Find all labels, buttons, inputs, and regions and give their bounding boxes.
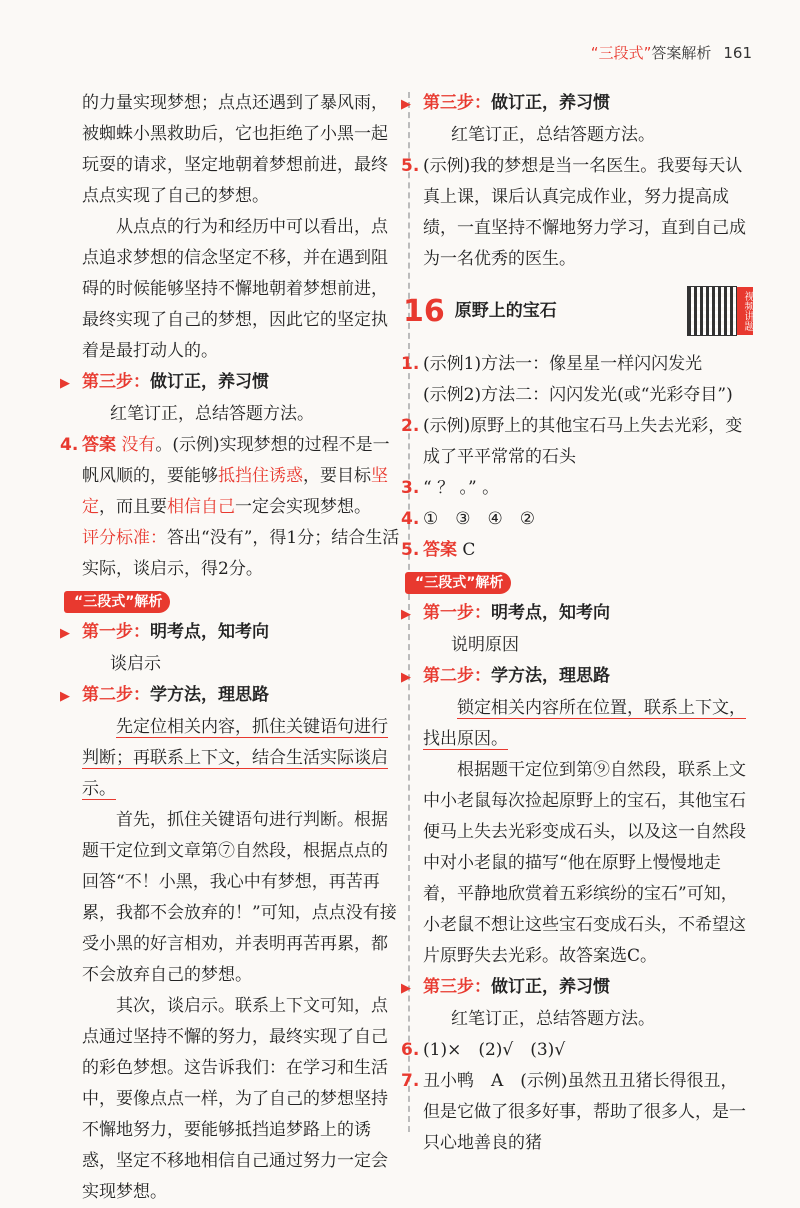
step-two-heading: ▶ 第二步：学方法，理思路 <box>401 661 753 693</box>
page-header <box>591 42 752 63</box>
step-three-heading: ▶ 第三步：做订正，养习惯 <box>60 367 400 399</box>
lesson-heading <box>403 281 753 341</box>
page-number: 161 <box>723 44 752 62</box>
step-text: 谈启示 <box>110 654 161 674</box>
paragraph: 根据题干定位到第⑨自然段，联系上文中小老鼠每次捡起原野上的宝石，其他宝石便马上失去光彩变成石头，以及这一自然段中对小老鼠的描写“他在原野上慢慢地走着，平静地欣赏着五彩缤纷的宝石”可知，小老鼠不想让这些宝石变成石头，不希望这片原野失去光彩。故答案选C。 <box>423 760 746 966</box>
arrow-icon: ▶ <box>401 607 411 622</box>
paragraph: 的力量实现梦想；点点还遇到了暴风雨，被蜘蛛小黑救助后，它也拒绝了小黑一起玩耍的请求，坚定地朝着梦想前进，最终点点实现了自己的梦想。 <box>82 93 388 206</box>
question-2: 2. (示例)原野上的其他宝石马上失去光彩，变成了平平常常的石头 <box>401 416 743 467</box>
header-label: 答案解析 <box>651 44 712 62</box>
question-1-line-2: (示例2)方法二：闪闪发光(或“光彩夺目”) <box>423 385 733 405</box>
arrow-icon: ▶ <box>60 689 70 704</box>
arrow-icon: ▶ <box>401 670 411 685</box>
step-one-heading: ▶ 第一步：明考点，知考向 <box>60 617 400 649</box>
question-1: 1. (示例1)方法一：像星星一样闪闪发光 <box>401 354 703 374</box>
analysis-badge: “三段式”解析 <box>405 572 511 594</box>
question-3: 3. “ ？ 。” 。 <box>401 478 500 498</box>
question-6: 6. (1)× (2)√ (3)√ <box>401 1040 566 1060</box>
step-three-heading: ▶ 第三步：做订正，养习惯 <box>401 88 753 120</box>
step-text: 红笔订正，总结答题方法。 <box>110 404 314 424</box>
paragraph: 首先，抓住关键语句进行判断。根据题干定位到文章第⑦自然段，根据点点的回答“不！小黑，我心中有梦想，再苦再累，我都不会放弃的！”可知，点点没有接受小黑的好言相劝，并表明再苦再累，都不会放弃自己的梦想。 <box>82 810 397 985</box>
step-text: 红笔订正，总结答题方法。 <box>451 1009 655 1029</box>
step-one-heading: ▶ 第一步：明考点，知考向 <box>401 598 753 630</box>
step-three-heading: ▶ 第三步：做订正，养习惯 <box>401 972 753 1004</box>
video-tag: 视频讲题 <box>737 287 753 335</box>
scoring-criteria: 评分标准：答出“没有”，得1分；结合生活实际，谈启示，得2分。 <box>82 528 400 579</box>
left-column <box>60 88 400 1208</box>
lesson-number: 16 <box>403 293 445 329</box>
arrow-icon: ▶ <box>401 97 411 112</box>
question-4: 4. 答案 没有。(示例)实现梦想的过程不是一帆风顺的，要能够抵挡住诱惑，要目标坚定，而且要相信自己一定会实现梦想。 <box>60 435 390 517</box>
lesson-title: 原野上的宝石 <box>454 300 557 321</box>
step-two-heading: ▶ 第二步：学方法，理思路 <box>60 680 400 712</box>
question-7: 7. 丑小鸭 A (示例)虽然丑丑猪长得很丑，但是它做了很多好事，帮助了很多人，是一只心地善良的猪 <box>401 1071 746 1153</box>
paragraph: 从点点的行为和经历中可以看出，点点追求梦想的信念坚定不移，并在遇到阻碍的时候能够坚持不懈地朝着梦想前进，最终实现了自己的梦想，因此它的坚定执着是最打动人的。 <box>82 217 388 361</box>
step-text: 说明原因 <box>451 635 519 655</box>
qr-code-icon[interactable] <box>687 286 737 336</box>
step-text: 锁定相关内容所在位置，联系上下文，找出原因。 <box>423 698 746 749</box>
question-5-answer: 5. 答案 C <box>401 540 476 560</box>
header-brand: “三段式” <box>590 44 652 62</box>
arrow-icon: ▶ <box>60 626 70 641</box>
question-4: 4. ① ③ ④ ② <box>401 509 535 529</box>
question-5: 5. (示例)我的梦想是当一名医生。我要每天认真上课，课后认真完成作业，努力提高成绩，一直坚持不懈地努力学习，直到自己成为一名优秀的医生。 <box>401 156 746 269</box>
analysis-badge: “三段式”解析 <box>64 591 170 613</box>
arrow-icon: ▶ <box>401 981 411 996</box>
right-column <box>401 88 753 1159</box>
step-text: 红笔订正，总结答题方法。 <box>451 125 655 145</box>
arrow-icon: ▶ <box>60 376 70 391</box>
step-text: 先定位相关内容，抓住关键语句进行判断；再联系上下文，结合生活实际谈启示。 <box>82 717 388 799</box>
paragraph: 其次，谈启示。联系上下文可知，点点通过坚持不懈的努力，最终实现了自己的彩色梦想。这告诉我们：在学习和生活中，要像点点一样，为了自己的梦想坚持不懈地努力，要能够抵挡追梦路上的诱惑，坚定不移地相信自己通过努力一定会实现梦想。 <box>82 996 388 1202</box>
